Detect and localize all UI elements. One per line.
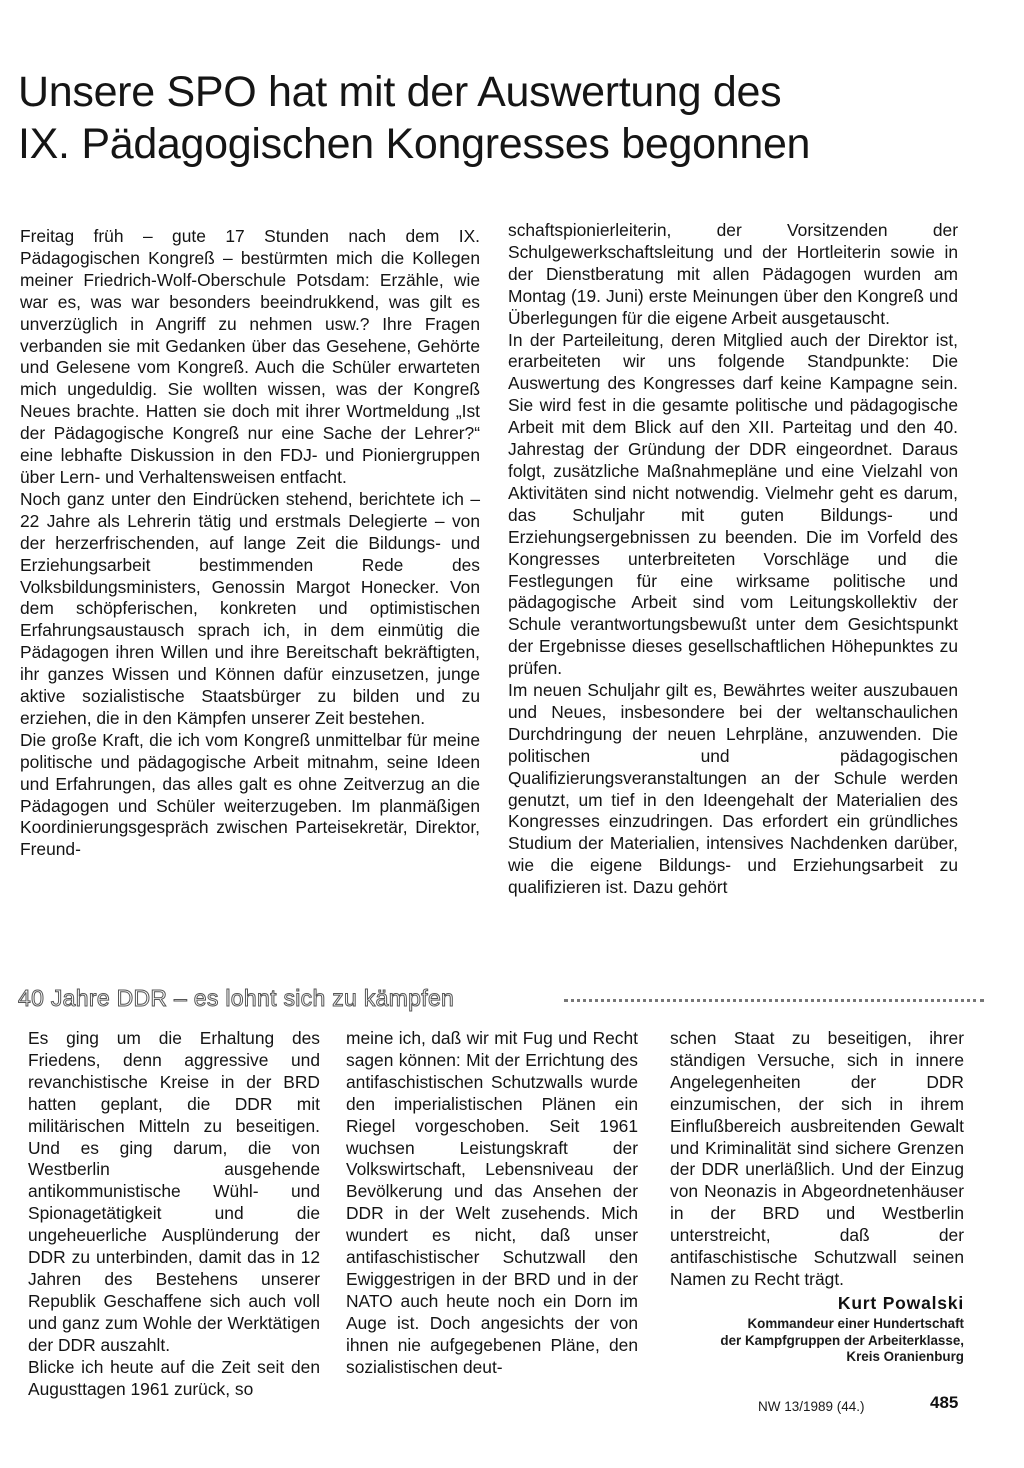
section-title: 40 Jahre DDR – es lohnt sich zu kämpfen	[18, 985, 455, 1011]
paragraph: Im neuen Schuljahr gilt es, Bewährtes weiter auszubauen und Neues, insbesondere bei der weltanschaulichen Durchdringung der neuen Lehrpläne, anzuwenden. Die politischen und pädagogischen Qualifizierungsveranstaltungen an der Schule werden genutzt, um tief in den Ideengehalt der Materialien des Kongresses einzudringen. Das erfordert ein gründliches Studium der Materialien, intensives Nachdenken darüber, wie die eigene Bildungs- und Erziehungsarbeit zu qualifizieren ist. Dazu gehört	[508, 680, 958, 898]
article-column-2	[508, 220, 958, 899]
paragraph: meine ich, daß wir mit Fug und Recht sagen können: Mit der Errichtung des antifaschistischen Schutzwalls wurde den imperialistischen Plänen ein Riegel vorgeschoben. Seit 1961 wuchsen Leistungskraft der Volkswirtschaft, Lebensniveau der Bevölkerung und das Ansehen der DDR in der Welt zusehends. Mich wundert es nicht, daß unser antifaschistischer Schutzwall den Ewiggestrigen in der BRD und in der NATO auch heute noch ein Dorn im Auge ist. Doch angesichts der von ihnen nie aufgegebenen Pläne, den sozialistischen deut-	[346, 1028, 638, 1377]
author-title	[660, 1316, 964, 1366]
headline-line-2: IX. Pädagogischen Kongresses begonnen	[18, 120, 811, 168]
author-name: Kurt Powalski	[837, 1293, 964, 1313]
paragraph: schaftspionierleiterin, der Vorsitzenden der Schulgewerkschaftsleitung und der Hortleiterin sowie in der Dienstberatung mit allen Pädagogen wurden am Montag (19. Juni) erste Meinungen über den Kongreß und Überlegungen für die eigene Arbeit ausgetauscht.	[508, 220, 958, 328]
paragraph: Die große Kraft, die ich vom Kongreß unmittelbar für meine politische und pädagogische Arbeit mitnahm, seine Ideen und Erfahrungen, das alles galt es ohne Zeitverzug an die Pädagogen und Schüler weiterzugeben. Im planmäßigen Koordinierungsgespräch zwischen Parteisekretär, Direktor, Freund-	[20, 729, 480, 860]
paragraph: Freitag früh – gute 17 Stunden nach dem IX. Pädagogischen Kongreß – bestürmten mich die Kollegen meiner Friedrich-Wolf-Oberschule Potsdam: Erzähle, wie war es, was war besonders beeindrukkend, was gilt es unverzüglich in Angriff zu nehmen usw.? Ihre Fragen verbanden sie mit Gedanken über das Gesehene, Gehörte und Gelesene vom Kongreß. Auch die Schüler erwarteten mich ungeduldig. Sie wollten wissen, was der Kongreß Neues brachte. Hatten sie doch mit ihrer Wortmeldung „Ist der Pädagogische Kongreß nur eine Sache der Lehrer?“ eine lebhafte Diskussion in den FDJ- und Pioniergruppen über Lern- und Verhaltensweisen entfacht.	[20, 226, 480, 487]
paragraph: schen Staat zu beseitigen, ihrer ständigen Versuche, sich in innere Angelegenheiten der DDR einzumischen, der sich in ihrem Einflußbereich ausbreitenden Gewalt und Kriminalität sind sichere Grenzen der DDR unerläßlich. Und der Einzug von Neonazis in Abgeordnetenhäuser in der BRD und Westberlin unterstreicht, daß der antifaschistische Schutzwall seinen Namen zu Recht trägt.	[670, 1028, 964, 1289]
author-title-line: der Kampfgruppen der Arbeiterklasse,	[720, 1332, 964, 1348]
issue-label: NW 13/1989 (44.)	[758, 1399, 865, 1414]
dotted-rule	[564, 999, 984, 1002]
second-article-column-3	[670, 1028, 964, 1291]
paragraph: Es ging um die Erhaltung des Friedens, denn aggressive und revanchistische Kreise in der BRD hatten geplant, die DDR mit militärischen Mitteln zu beseitigen. Und es ging darum, die von Westberlin ausgehende antikommunistische Wühl- und Spionagetätigkeit und die ungeheuerliche Ausplünderung der DDR zu unterbinden, damit das in 12 Jahren des Bestehens unserer Republik Geschaffene sich auch voll und ganz zum Wohle der Werktätigen der DDR auszahlt.	[28, 1028, 320, 1355]
second-article-column-1	[28, 1028, 320, 1400]
author-title-line: Kommandeur einer Hundertschaft	[747, 1316, 964, 1331]
paragraph: In der Parteileitung, deren Mitglied auch der Direktor ist, erarbeiteten wir uns folgende Standpunkte: Die Auswertung des Kongresses darf keine Kampagne sein. Sie wird fest in die gesamte politische und pädagogische Arbeit mit dem Blick auf den XII. Parteitag und den 40. Jahrestag der Gründung der DDR eingeordnet. Daraus folgt, zusätzliche Maßnahmepläne und eine Vielzahl von Aktivitäten sind nicht notwendig. Vielmehr geht es darum, das Schuljahr mit guten Bildungs- und Erziehungsergebnissen zu beenden. Die im Vorfeld des Kongresses unterbreiteten Vorschläge und die Festlegungen für eine wirksame politische und pädagogische Arbeit sind vom Leitungskollektiv der Schule verantwortungsbewußt unter dem Gesichtspunkt der Ergebnisse dieses gesellschaftlichen Höhepunktes zu prüfen.	[508, 329, 958, 679]
section-divider	[18, 981, 1008, 1021]
headline-line-1: Unsere SPO hat mit der Auswertung des	[18, 68, 782, 116]
article-column-1	[20, 226, 480, 861]
headline	[18, 66, 1008, 170]
paragraph: Blicke ich heute auf die Zeit seit den Augusttagen 1961 zurück, so	[28, 1356, 320, 1399]
paragraph: Noch ganz unter den Eindrücken stehend, berichtete ich – 22 Jahre als Lehrerin tätig und erstmals Delegierte – von der herzerfrischenden, auf lange Zeit die Bildungs- und Erziehungsarbeit bestimmenden Rede des Volksbildungsministers, Genossin Margot Honecker. Von dem schöpferischen, konkreten und optimistischen Erfahrungsaustausch sprach ich, in dem einmütig die Pädagogen ihren Willen und ihre Bereitschaft bekräftigten, ihr ganzes Wissen und Können dafür einzusetzen, junge aktive sozialistische Staatsbürger zu bilden und zu erziehen, die in den Kämpfen unserer Zeit bestehen.	[20, 488, 480, 728]
author-title-line: Kreis Oranienburg	[846, 1349, 964, 1365]
second-article-column-2	[346, 1028, 638, 1379]
page-number: 485	[930, 1393, 959, 1412]
